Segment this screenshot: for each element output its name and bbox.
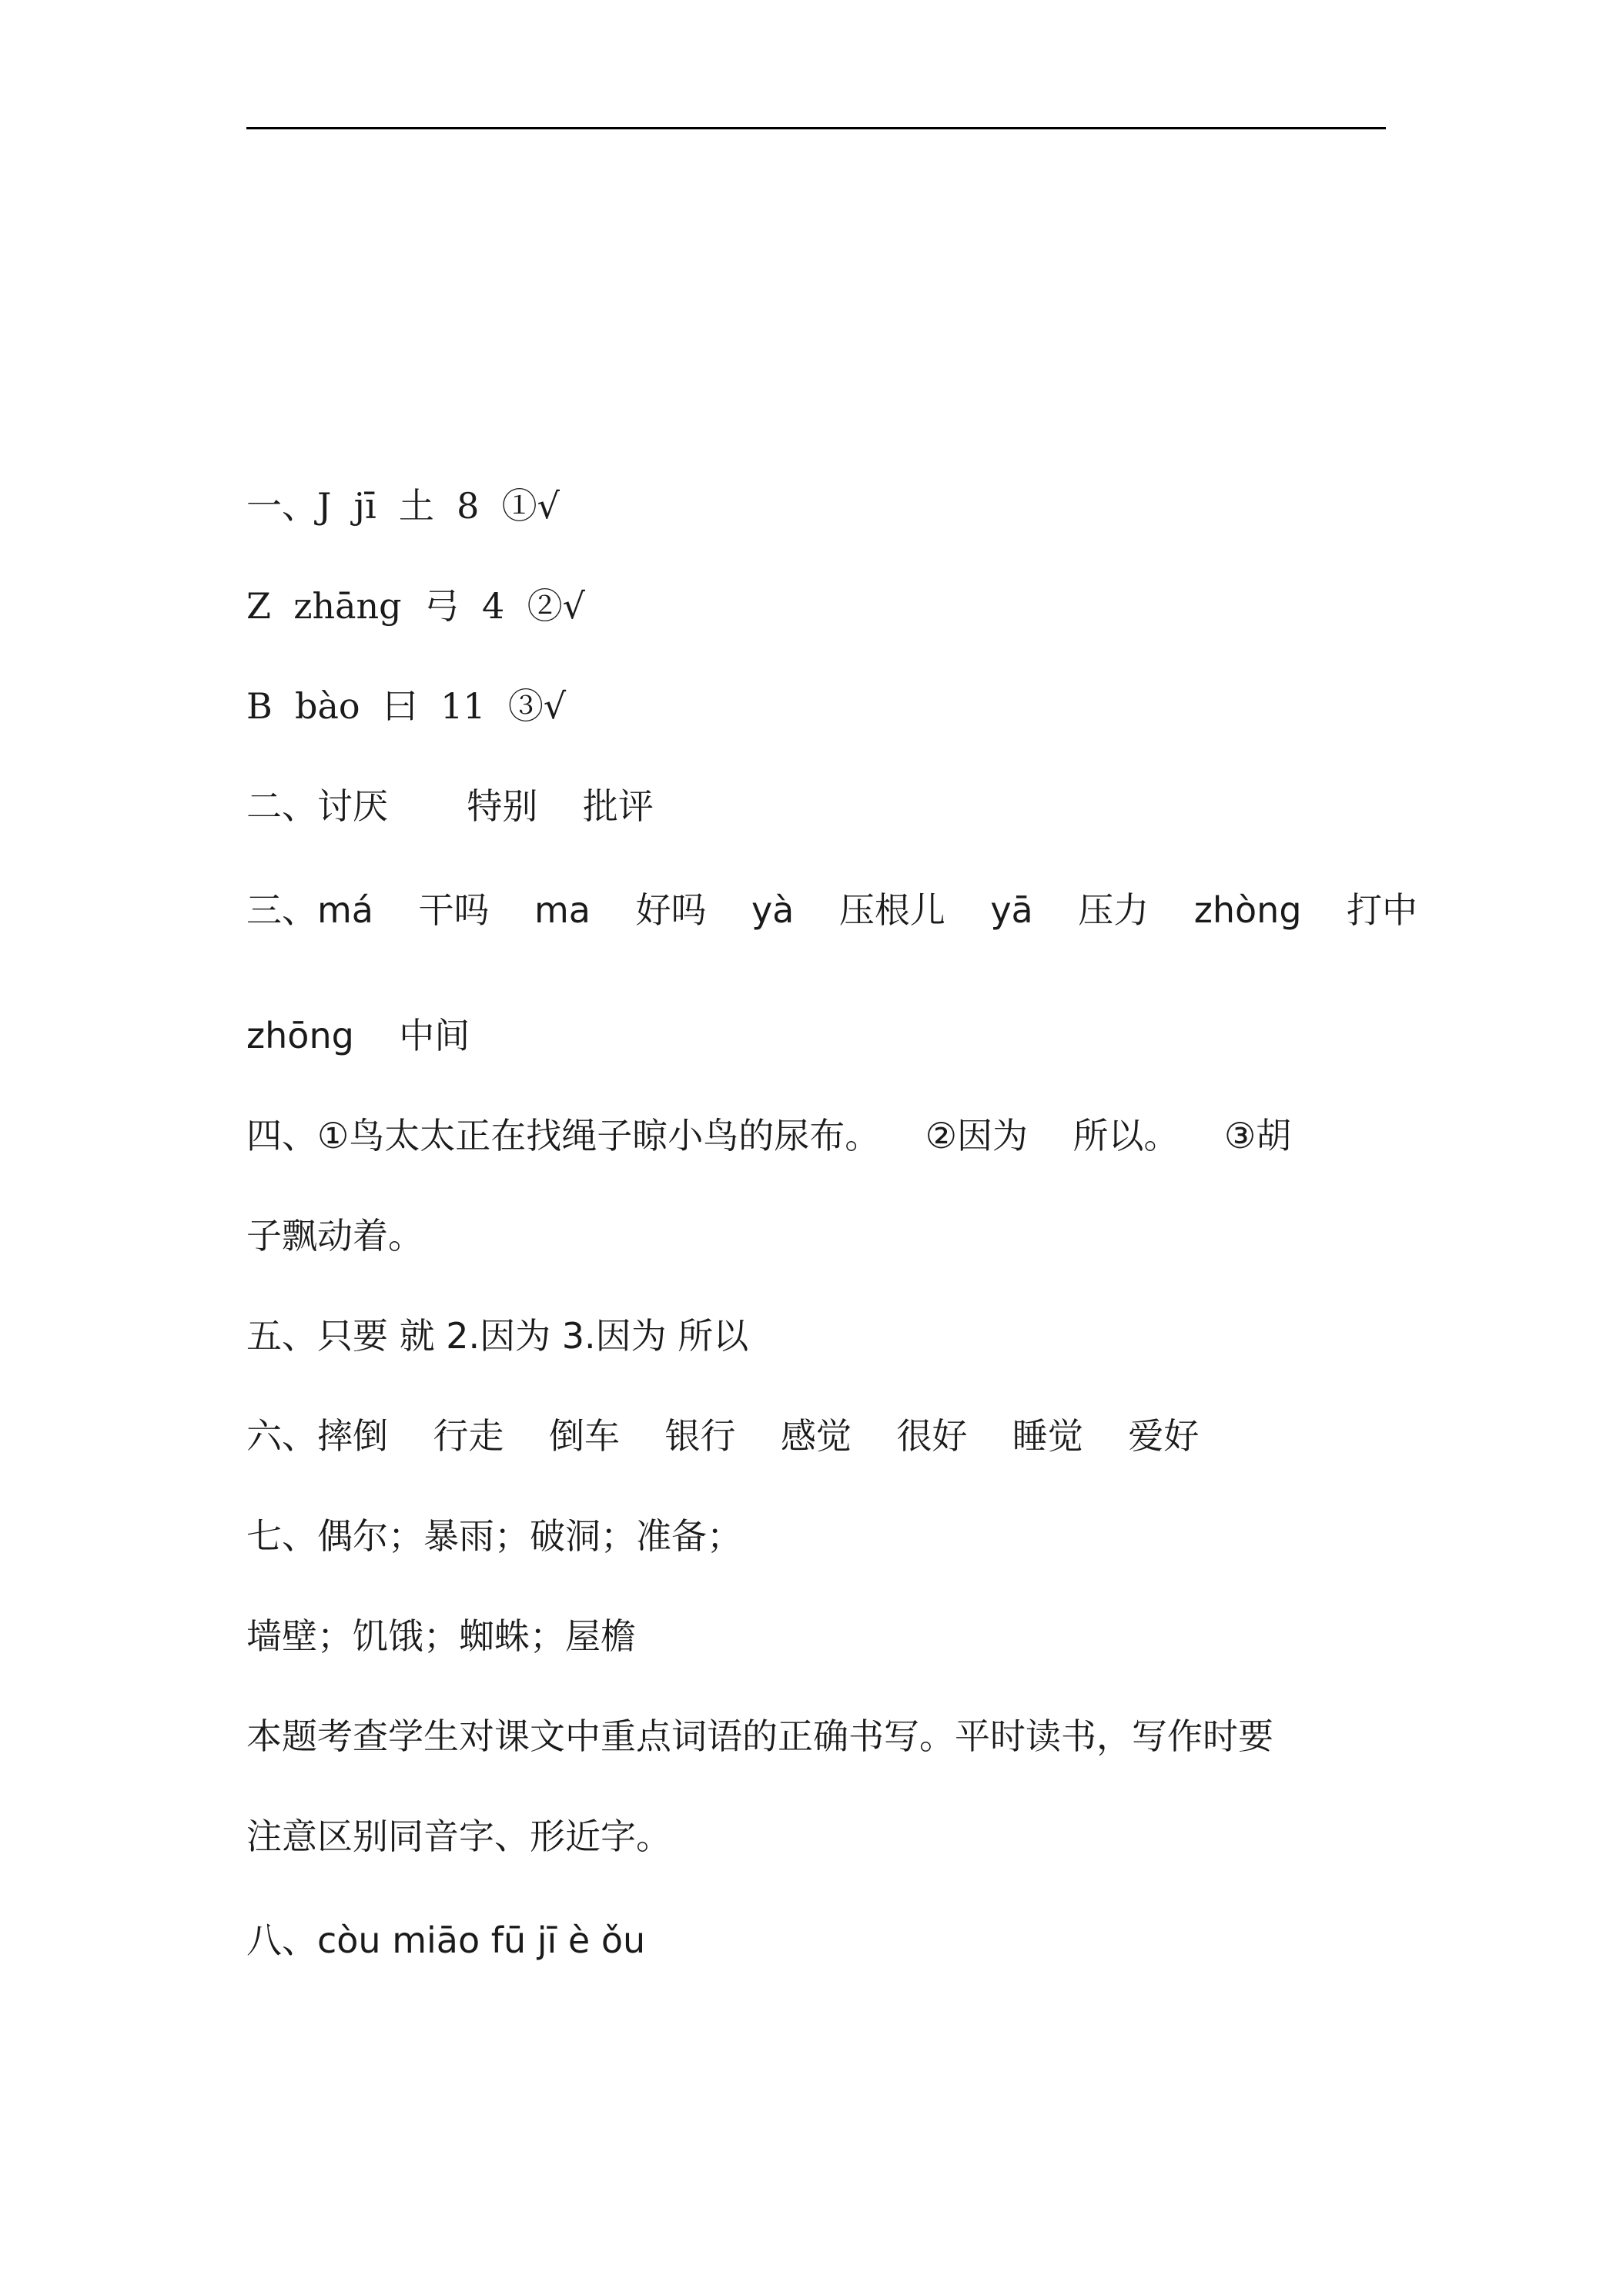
- answer-1-line-3: B bào 曰 11 ③√: [246, 685, 567, 727]
- answer-3-line-2: zhōng 中间: [246, 1015, 470, 1056]
- answer-7-line-1: 七、偶尔；暴雨；破洞；准备；: [246, 1515, 742, 1557]
- explanation-line-2: 注意区别同音字、形近字。: [246, 1816, 671, 1857]
- answer-2: 二、讨厌 特别 批评: [246, 785, 654, 827]
- answer-3-line-1: 三、má 干吗 ma 好吗 yà 压根儿 yā 压力 zhòng 打中: [246, 889, 1418, 931]
- header-rule: [246, 127, 1386, 129]
- answer-4-line-2: 子飘动着。: [246, 1215, 423, 1257]
- answer-7-line-2: 墙壁；饥饿；蜘蛛；屋檐: [246, 1615, 636, 1657]
- answer-6: 六、摔倒 行走 倒车 银行 感觉 很好 睡觉 爱好: [246, 1415, 1200, 1457]
- answer-1-line-2: Z zhāng 弓 4 ②√: [246, 585, 585, 627]
- answer-5: 五、只要 就 2.因为 3.因为 所以: [246, 1315, 749, 1357]
- answer-1-line-1: 一、J jī 土 8 ①√: [246, 485, 560, 527]
- explanation-line-1: 本题考查学生对课文中重点词语的正确书写。平时读书，写作时要: [246, 1715, 1273, 1757]
- answer-8: 八、còu miāo fū jī è ǒu: [246, 1919, 646, 1961]
- answer-4-line-1: 四、①鸟太太正在找绳子晾小鸟的尿布。 ②因为 所以。 ③胡: [246, 1115, 1292, 1156]
